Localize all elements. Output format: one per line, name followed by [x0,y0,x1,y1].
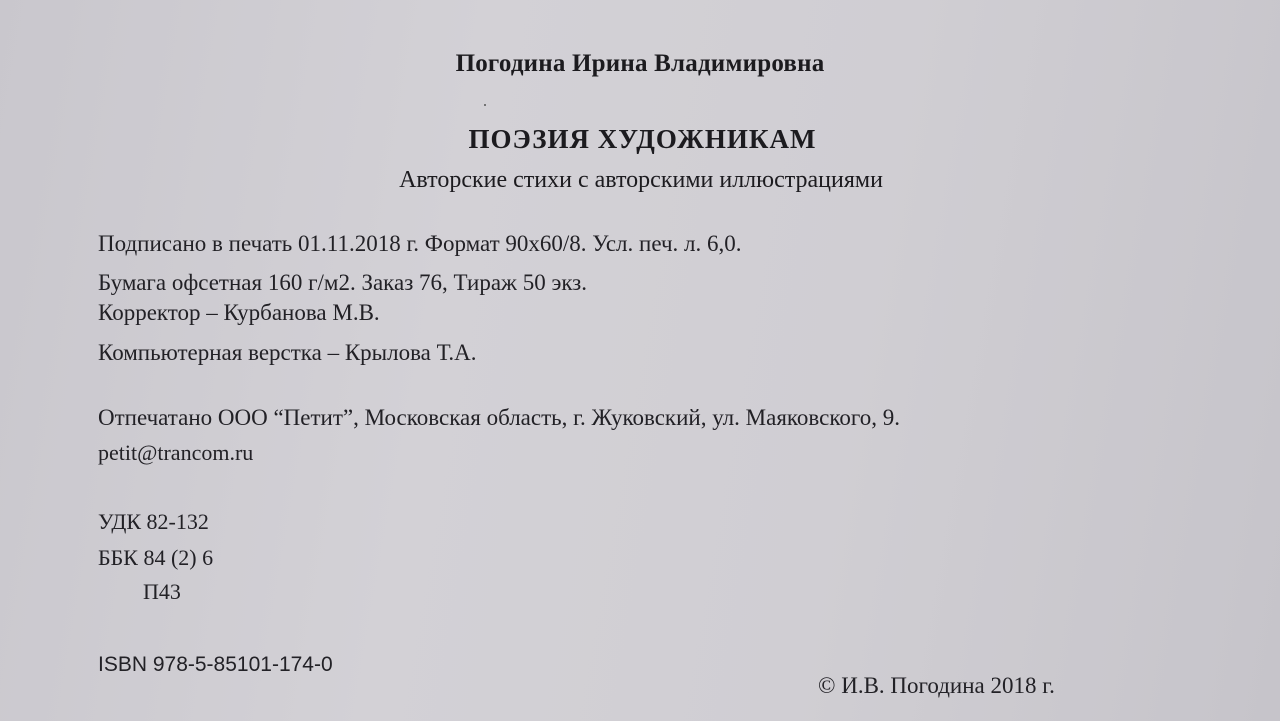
imprint-email: petit@trancom.ru [98,440,254,465]
isbn-number: ISBN 978-5-85101-174-0 [98,653,333,676]
author-sign-code: П43 [143,579,181,604]
udk-code: УДК 82-132 [98,509,209,534]
print-speck [484,104,486,106]
imprint-paper-line: Бумага офсетная 160 г/м2. Заказ 76, Тираж 50 экз. [98,270,588,295]
bbk-code: ББК 84 (2) 6 [98,545,214,570]
imprint-layout-line: Компьютерная верстка – Крылова Т.А. [98,340,477,365]
author-name: Погодина Ирина Владимировна [455,50,825,77]
book-subtitle: Авторские стихи с авторскими иллюстрациями [399,167,883,193]
book-title: ПОЭЗИЯ ХУДОЖНИКАМ [468,124,817,154]
copyright-notice: © И.В. Погодина 2018 г. [818,673,1055,698]
imprint-corrector-line: Корректор – Курбанова М.В. [98,300,380,325]
imprint-printed-line: Отпечатано ООО “Петит”, Московская область, г. Жуковский, ул. Маяковского, 9. [98,405,900,430]
imprint-signed-line: Подписано в печать 01.11.2018 г. Формат 90x60/8. Усл. печ. л. 6,0. [98,231,742,256]
